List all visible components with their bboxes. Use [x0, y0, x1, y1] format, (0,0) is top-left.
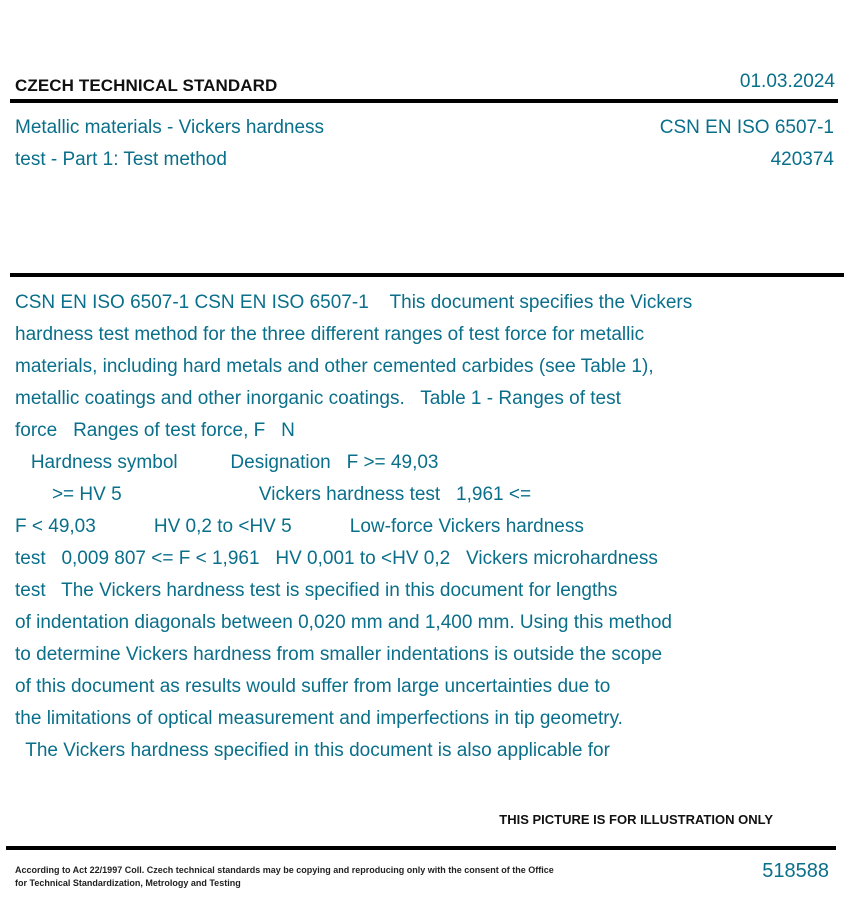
legal-notice — [15, 864, 595, 890]
abstract-line: test 0,009 807 <= F < 1,961 HV 0,001 to <HV 0,2 Vickers microhardness — [15, 548, 658, 569]
abstract-line: The Vickers hardness specified in this document is also applicable for — [15, 740, 610, 761]
header-divider — [10, 99, 838, 103]
abstract-line: force Ranges of test force, F N — [15, 420, 295, 441]
document-title-line-1: Metallic materials - Vickers hardness — [15, 117, 325, 138]
title-divider — [10, 273, 844, 277]
document-number: 518588 — [762, 860, 829, 882]
abstract-line: to determine Vickers hardness from smaller indentations is outside the scope — [15, 644, 663, 665]
legal-notice-line: for Technical Standardization, Metrology and Testing — [15, 878, 241, 888]
abstract-line: >= HV 5 Vickers hardness test 1,961 <= — [15, 484, 532, 505]
publication-date: 01.03.2024 — [739, 71, 835, 92]
abstract-line: the limitations of optical measurement and imperfections in tip geometry. — [15, 708, 623, 729]
abstract-line: materials, including hard metals and other cemented carbides (see Table 1), — [15, 356, 654, 377]
illustration-disclaimer: THIS PICTURE IS FOR ILLUSTRATION ONLY — [499, 812, 773, 827]
class-number: 420374 — [770, 149, 834, 170]
standard-type-heading: CZECH TECHNICAL STANDARD — [15, 76, 278, 95]
footer-divider — [6, 846, 836, 850]
abstract-line: of this document as results would suffer from large uncertainties due to — [15, 676, 611, 697]
abstract-line: F < 49,03 HV 0,2 to <HV 5 Low-force Vickers hardness — [15, 516, 584, 537]
legal-notice-line: According to Act 22/1997 Coll. Czech technical standards may be copying and reproducing only with the consent of the Office — [15, 865, 554, 875]
abstract-line: Hardness symbol Designation F >= 49,03 — [15, 452, 439, 473]
document-title-line-2: test - Part 1: Test method — [15, 149, 227, 170]
document-abstract — [15, 287, 835, 767]
abstract-line: CSN EN ISO 6507-1 CSN EN ISO 6507-1 This document specifies the Vickers — [15, 292, 693, 313]
abstract-line: hardness test method for the three different ranges of test force for metallic — [15, 324, 645, 345]
standard-number: CSN EN ISO 6507-1 — [659, 117, 834, 138]
abstract-line: of indentation diagonals between 0,020 mm and 1,400 mm. Using this method — [15, 612, 672, 633]
abstract-line: test The Vickers hardness test is specified in this document for lengths — [15, 580, 618, 601]
abstract-line: metallic coatings and other inorganic coatings. Table 1 - Ranges of test — [15, 388, 621, 409]
